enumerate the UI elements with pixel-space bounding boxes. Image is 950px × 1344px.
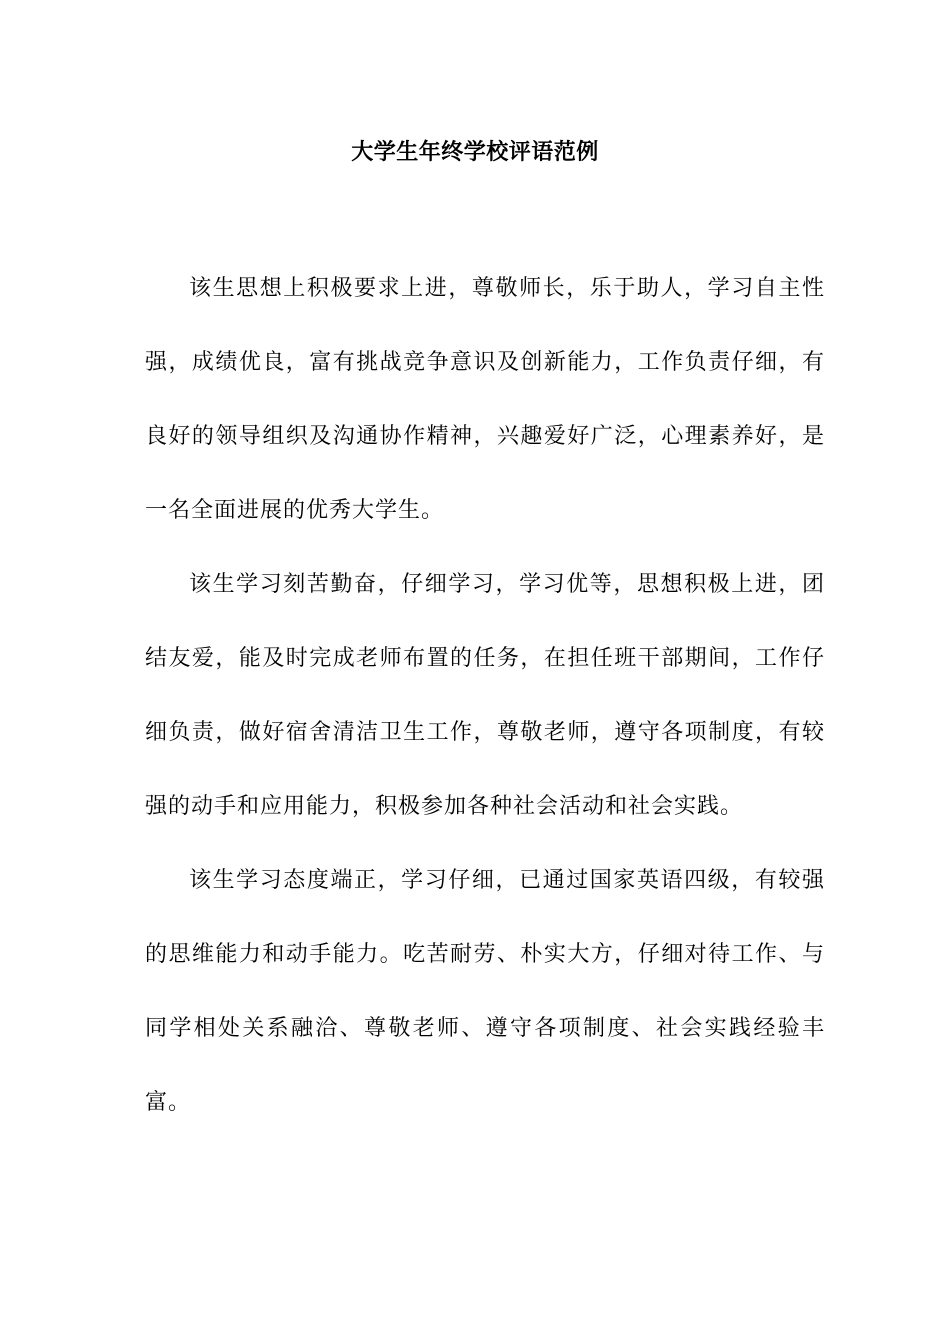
document-title: 大学生年终学校评语范例 bbox=[351, 139, 599, 165]
paragraph-1: 该生思想上积极要求上进，尊敬师长，乐于助人，学习自主性强，成绩优良，富有挑战竞争意识及创新能力，工作负责仔细，有良好的领导组织及沟通协作精神，兴趣爱好广泛，心理素养好，是一名全面进展的优秀大学生。 bbox=[145, 276, 825, 523]
document-body bbox=[145, 252, 825, 1140]
paragraph-3: 该生学习态度端正，学习仔细，已通过国家英语四级，有较强的思维能力和动手能力。吃苦耐劳、朴实大方，仔细对待工作、与同学相处关系融洽、尊敬老师、遵守各项制度、社会实践经验丰富。 bbox=[145, 868, 825, 1115]
paragraph-2: 该生学习刻苦勤奋，仔细学习，学习优等，思想积极上进，团结友爱，能及时完成老师布置的任务，在担任班干部期间，工作仔细负责，做好宿舍清洁卫生工作，尊敬老师，遵守各项制度，有较强的动手和应用能力，积极参加各种社会活动和社会实践。 bbox=[145, 572, 825, 819]
